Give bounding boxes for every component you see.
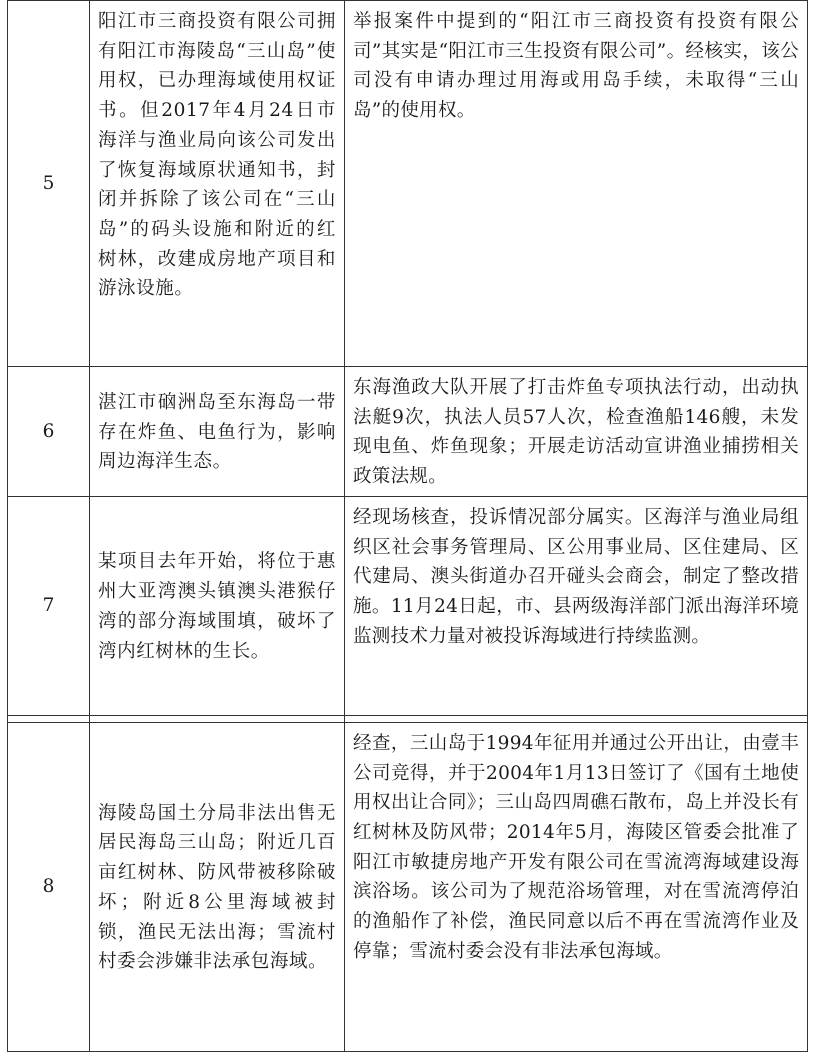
- response-text: 东海渔政大队开展了打击炸鱼专项执法行动，出动执法艇9次，执法人员57人次，检查渔船146艘，未发现电鱼、炸鱼现象；开展走访活动宣讲渔业捕捞相关政策法规。: [345, 367, 808, 497]
- complaint-text: 海陵岛国土分局非法出售无居民海岛三山岛；附近几百亩红树林、防风带被移除破坏；附近8公里海域被封锁，渔民无法出海；雪流村村委会涉嫌非法承包海域。: [90, 722, 345, 1051]
- row-number: 7: [8, 496, 90, 715]
- row-number: 6: [8, 367, 90, 497]
- response-text: 经现场核查，投诉情况部分属实。区海洋与渔业局组织区社会事务管理局、区公用事业局、区住建局、区代建局、澳头街道办召开碰头会商会，制定了整改措施。11月24日起，市、县两级海洋部门派出海洋环境监测技术力量对被投诉海域进行持续监测。: [345, 496, 808, 715]
- row-number: 5: [8, 1, 90, 367]
- row-number: 8: [8, 722, 90, 1051]
- complaint-text: 某项目去年开始，将位于惠州大亚湾澳头镇澳头港猴仔湾的部分海域围填，破坏了湾内红树林的生长。: [90, 496, 345, 715]
- row-separator: [8, 715, 808, 722]
- complaint-table: [7, 0, 808, 1052]
- complaint-text: 阳江市三商投资有限公司拥有阳江市海陵岛“三山岛”使用权，已办理海域使用权证书。但2017年4月24日市海洋与渔业局向该公司发出了恢复海域原状通知书，封闭并拆除了该公司在“三山岛”的码头设施和附近的红树林，改建成房地产项目和游泳设施。: [90, 1, 345, 367]
- table-row: [8, 367, 808, 497]
- response-text: 举报案件中提到的“阳江市三商投资有投资有限公司”其实是“阳江市三生投资有限公司”。经核实，该公司没有申请办理过用海或用岛手续，未取得“三山岛”的使用权。: [345, 1, 808, 367]
- complaint-text: 湛江市硇洲岛至东海岛一带存在炸鱼、电鱼行为，影响周边海洋生态。: [90, 367, 345, 497]
- table-row: [8, 496, 808, 715]
- response-text: 经查，三山岛于1994年征用并通过公开出让，由壹丰公司竞得，并于2004年1月13日签订了《国有土地使用权出让合同》；三山岛四周礁石散布，岛上并没长有红树林及防风带；2014年5月，海陵区管委会批准了阳江市敏捷房地产开发有限公司在雪流湾海域建设海滨浴场。该公司为了规范浴场管理，对在雪流湾停泊的渔船作了补偿，渔民同意以后不再在雪流湾作业及停靠；雪流村委会没有非法承包海域。: [345, 722, 808, 1051]
- table-row: [8, 722, 808, 1051]
- table-row: [8, 1, 808, 367]
